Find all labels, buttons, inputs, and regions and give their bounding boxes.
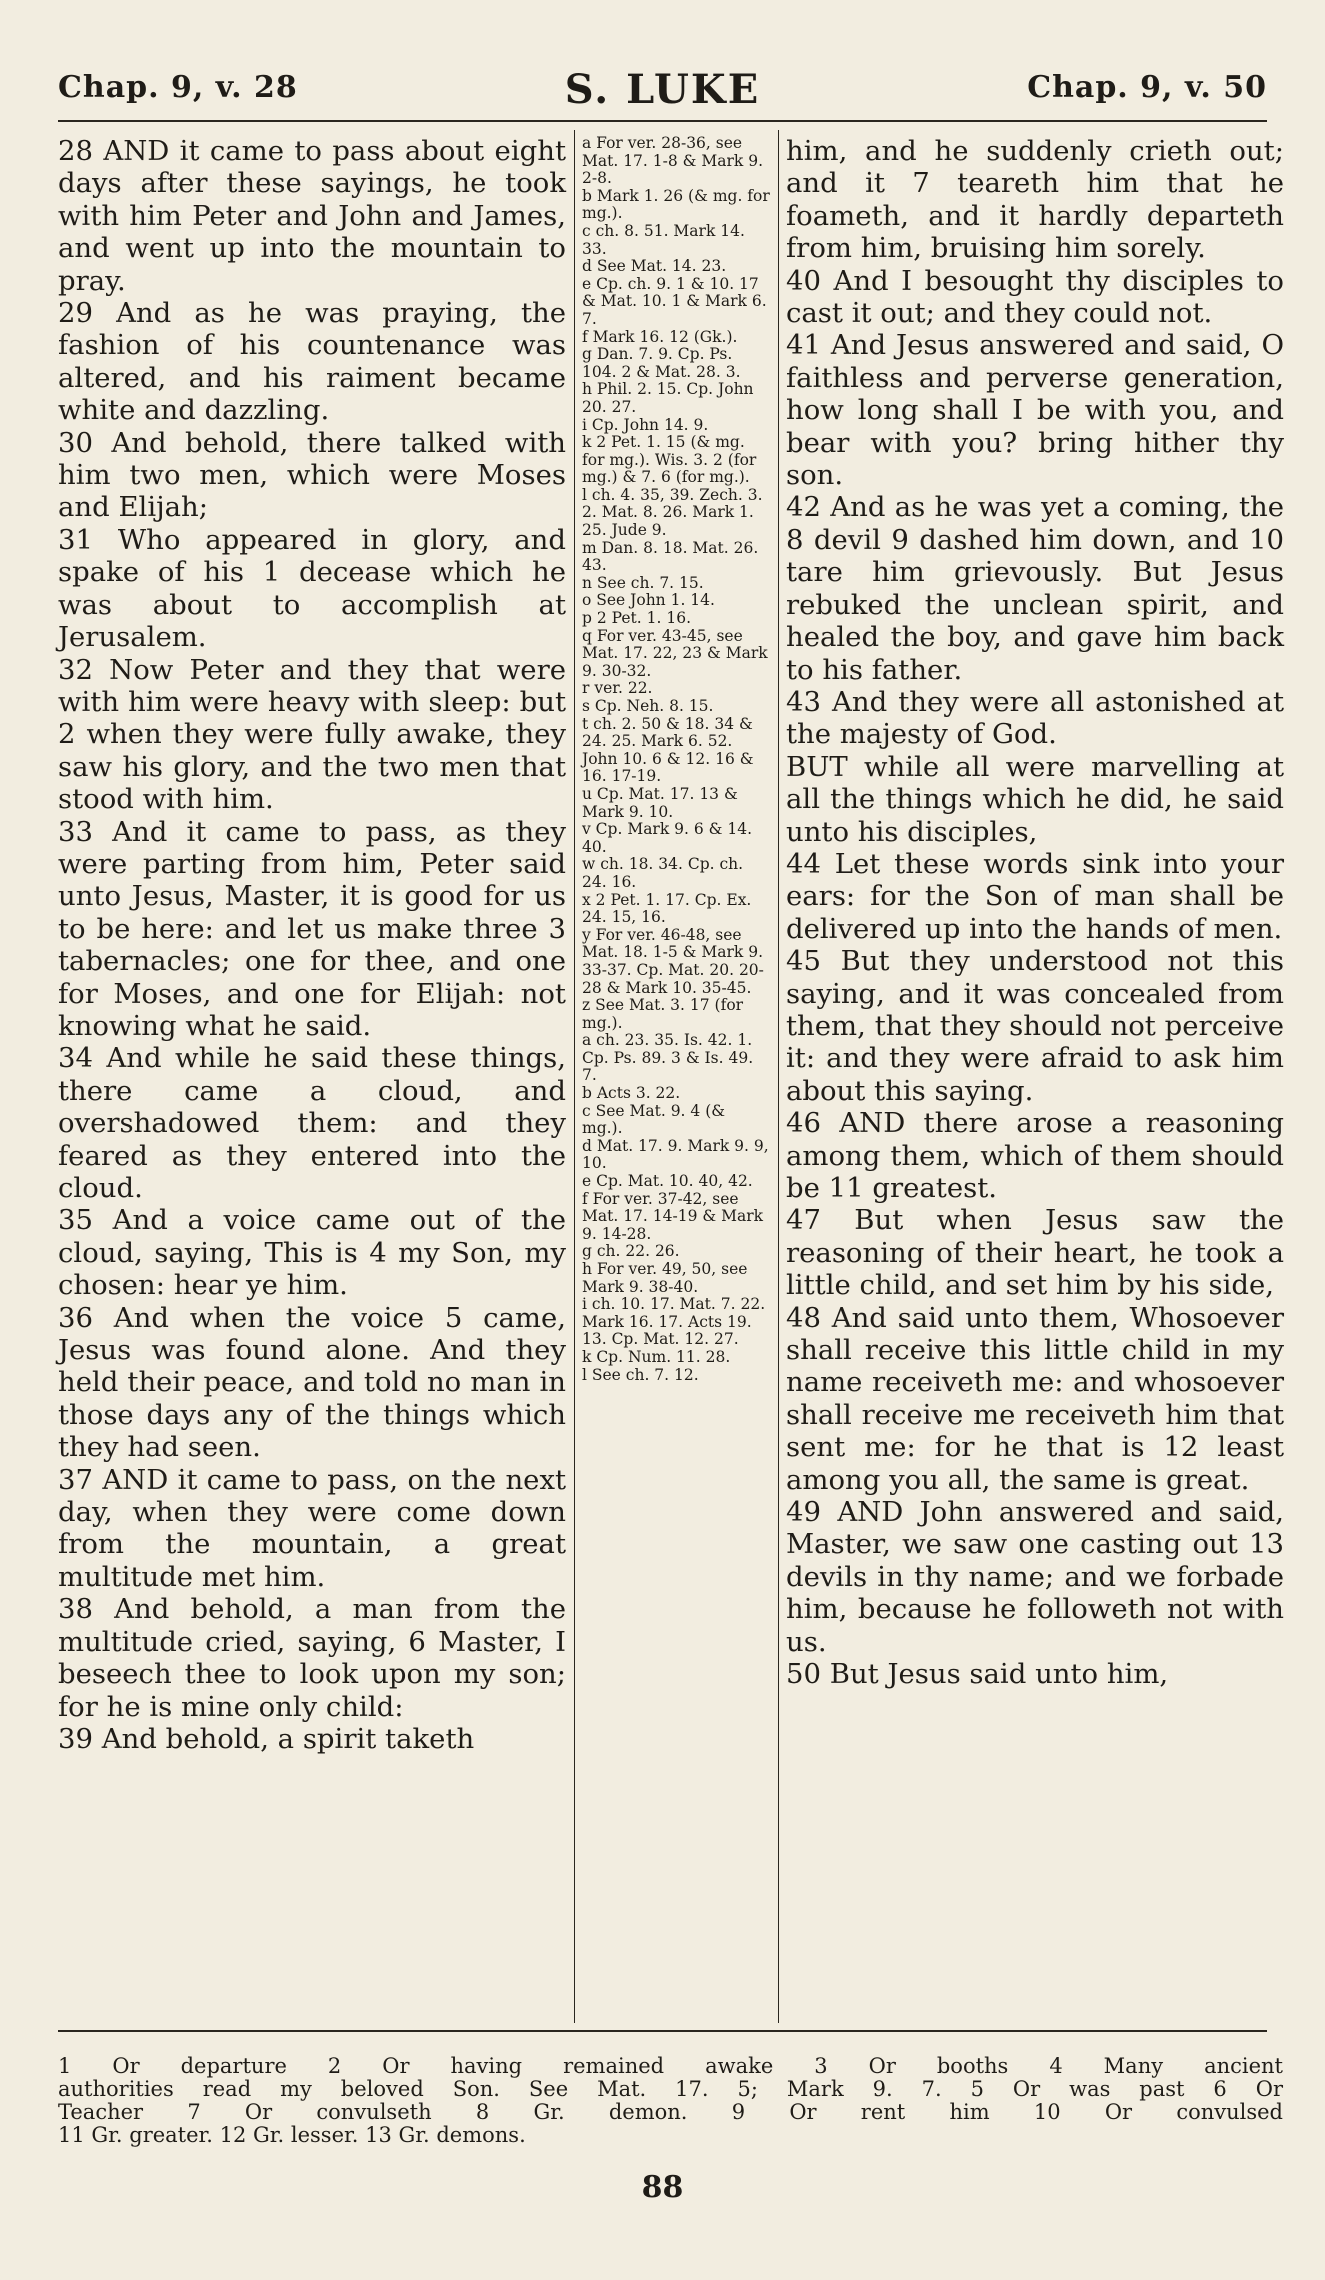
footnotes: [58, 2055, 1283, 2147]
footnote-line: authorities read my beloved Son. See Mat. 17. 5; Mark 9. 7. 5 Or was past 6 Or: [58, 2077, 1283, 2101]
book-title: S. LUKE: [564, 66, 761, 113]
verse-37: 37 AND it came to pass, on the next day, when they were come down from the mountain, a great multitude met him.: [58, 1463, 566, 1593]
reference-column: [582, 135, 770, 2023]
page-header: [58, 66, 1267, 122]
verse-45: 45 But they understood not this saying, and it was concealed from them, that they should not perceive it: and they were afraid to ask him about this saying.: [786, 945, 1284, 1107]
verse-46: 46 AND there arose a reasoning among them, which of them should be 11 greatest.: [786, 1107, 1284, 1204]
verse-49: 49 AND John answered and said, Master, we saw one casting out 13 devils in thy name; and we forbade him, because he followeth not with us.: [786, 1496, 1284, 1658]
footnote-line: 1 Or departure 2 Or having remained awake 3 Or booths 4 Many ancient: [58, 2054, 1283, 2078]
verse-31: 31 Who appeared in glory, and spake of his 1 decease which he was about to accomplish at Jerusalem.: [58, 523, 566, 654]
verse-48: 48 And said unto them, Whosoever shall receive this little child in my name receiveth me: and whosoever shall receive me receiveth him that sent me: for he that is 12 least among you all, the same is great.: [786, 1301, 1284, 1496]
chapter-start-label: Chap. 9, v. 28: [58, 70, 298, 105]
column-divider-left: [574, 130, 575, 2023]
verse-38: 38 And behold, a man from the multitude cried, saying, 6 Master, I beseech thee to look upon my son; for he is mine only child:: [58, 1593, 566, 1723]
left-text-column: [58, 135, 566, 2023]
cross-references: a For ver. 28-36, see Mat. 17. 1-8 & Mark 9. 2-8. b Mark 1. 26 (& mg. for mg.). c ch. 8. 51. Mark 14. 33. d See Mat. 14. 23. e Cp. ch. 9. 1 & 10. 17 & Mat. 10. 1 & Mark 6. 7. f Mark 16. 12 (Gk.). g Dan. 7. 9. Cp. Ps. 104. 2 & Mat. 28. 3. h Phil. 2. 15. Cp. John 20. 27. i Cp. John 14. 9. k 2 Pet. 1. 15 (& mg. for mg.). Wis. 3. 2 (for mg.) & 7. 6 (for mg.). l ch. 4. 35, 39. Zech. 3. 2. Mat. 8. 26. Mark 1. 25. Jude 9. m Dan. 8. 18. Mat. 26. 43. n See ch. 7. 15. o See John 1. 14. p 2 Pet. 1. 16. q For ver. 43-45, see Mat. 17. 22, 23 & Mark 9. 30-32. r ver. 22. s Cp. Neh. 8. 15. t ch. 2. 50 & 18. 34 & 24. 25. Mark 6. 52. John 10. 6 & 12. 16 & 16. 17-19. u Cp. Mat. 17. 13 & Mark 9. 10. v Cp. Mark 9. 6 & 14. 40. w ch. 18. 34. Cp. ch. 24. 16. x 2 Pet. 1. 17. Cp. Ex. 24. 15, 16. y For ver. 46-48, see Mat. 18. 1-5 & Mark 9. 33-37. Cp. Mat. 20. 20-28 & Mark 10. 35-45. z See Mat. 3. 17 (for mg.). a ch. 23. 35. Is. 42. 1. Cp. Ps. 89. 3 & Is. 49. 7. b Acts 3. 22. c See Mat. 9. 4 (& mg.). d Mat. 17. 9. Mark 9. 9, 10. e Cp. Mat. 10. 40, 42. f For ver. 37-42, see Mat. 17. 14-19 & Mark 9. 14-28. g ch. 22. 26. h For ver. 49, 50, see Mark 9. 38-40. i ch. 10. 17. Mat. 7. 22. Mark 16. 17. Acts 19. 13. Cp. Mat. 12. 27. k Cp. Num. 11. 28. l See ch. 7. 12.: [582, 134, 770, 1384]
footnote-line: 11 Gr. greater. 12 Gr. lesser. 13 Gr. demons.: [58, 2123, 526, 2147]
verse-41: 41 And Jesus answered and said, O faithless and perverse generation, how long shall I be with you, and bear with you? bring hither thy son.: [786, 329, 1284, 492]
verse-39-cont: him, and he suddenly crieth out; and it 7 teareth him that he foameth, and it hardly departeth from him, bruising him sorely.: [786, 135, 1284, 265]
verse-39: 39 And behold, a spirit taketh: [58, 1722, 475, 1755]
page-number: 88: [641, 2170, 684, 2205]
verse-33: 33 And it came to pass, as they were parting from him, Peter said unto Jesus, Master, it is good for us to be here: and let us make three 3 tabernacles; one for thee, and one for Moses, and one for Elijah: not knowing what he said.: [58, 815, 566, 1042]
verse-44: 44 Let these words sink into your ears: for the Son of man shall be delivered up into the hands of men.: [786, 847, 1284, 945]
verse-40: 40 And I besought thy disciples to cast it out; and they could not.: [786, 264, 1284, 330]
column-divider-right: [778, 130, 779, 2023]
verse-50: 50 But Jesus said unto him,: [786, 1658, 1169, 1691]
verse-36: 36 And when the voice 5 came, Jesus was found alone. And they held their peace, and told no man in those days any of the things which they had seen.: [58, 1301, 566, 1464]
verse-28: 28 AND it came to pass about eight days after these sayings, he took with him Peter and John and James, and went up into the mountain to pray.: [58, 135, 566, 297]
verse-30: 30 And behold, there talked with him two men, which were Moses and Elijah;: [58, 426, 566, 524]
verse-34: 34 And while he said these things, there came a cloud, and overshadowed them: and they feared as they entered into the cloud.: [58, 1042, 566, 1204]
right-text-column: [786, 135, 1284, 2023]
chapter-end-label: Chap. 9, v. 50: [1027, 70, 1267, 105]
footnote-rule: [58, 2030, 1267, 2032]
verse-47: 47 But when Jesus saw the reasoning of their heart, he took a little child, and set him by his side,: [786, 1204, 1284, 1302]
verse-43a: 43 And they were all astonished at the majesty of God.: [786, 685, 1284, 751]
verse-42: 42 And as he was yet a coming, the 8 devil 9 dashed him down, and 10 tare him grievously. But Jesus rebuked the unclean spirit, and healed the boy, and gave him back to his father.: [786, 491, 1284, 686]
verse-35: 35 And a voice came out of the cloud, saying, This is 4 my Son, my chosen: hear ye him.: [58, 1204, 566, 1302]
verse-29: 29 And as he was praying, the fashion of his countenance was altered, and his raiment became white and dazzling.: [58, 297, 566, 427]
header-rule: [58, 120, 1267, 122]
verse-43b: BUT while all were marvelling at all the things which he did, he said unto his disciples,: [786, 750, 1284, 848]
footnote-line: Teacher 7 Or convulseth 8 Gr. demon. 9 Or rent him 10 Or convulsed: [58, 2100, 1283, 2124]
verse-32: 32 Now Peter and they that were with him were heavy with sleep: but 2 when they were fully awake, they saw his glory, and the two men that stood with him.: [58, 653, 566, 816]
